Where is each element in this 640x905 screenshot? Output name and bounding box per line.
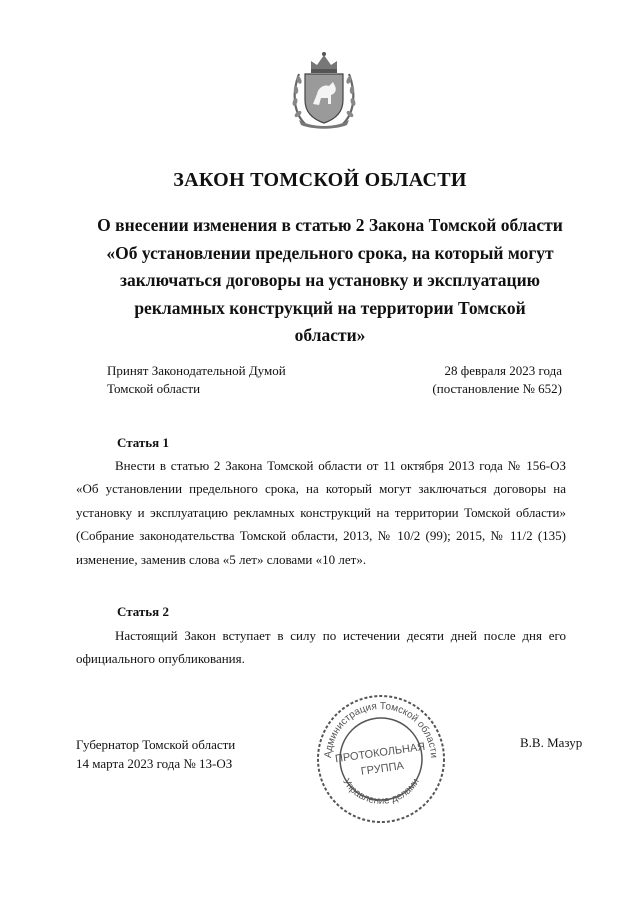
resolution-number: (постановление № 652)	[432, 381, 562, 396]
stamp-center-line-1: ПРОТОКОЛЬНАЯ	[334, 740, 426, 766]
official-stamp	[314, 692, 448, 826]
subtitle-line: О внесении изменения в статью 2 Закона Томской области	[97, 215, 563, 235]
subtitle-line: «Об установлении предельного срока, на который могут	[106, 242, 554, 263]
adoption-date: 28 февраля 2023 года	[444, 363, 562, 378]
subtitle-line: заключаться договоры на установку и эксплуатацию	[119, 270, 541, 290]
stamp-ring-bottom-text: Управление делами	[340, 776, 422, 807]
article-1-text: Внести в статью 2 Закона Томской области от 11 октября 2013 года № 156-ОЗ «Об установлении предельного срока, на который могут заключаться договоры на установку и эксплуатацию рекламных конструкций на территории Томской области» (Собрание законодательства Томской области, 2013, № 10/2 (99); 2015, № 11/2 (135) изменение, заменив слова «5 лет» словами «10 лет».	[76, 458, 566, 567]
stamp-center-line-2: ГРУППА	[360, 759, 405, 778]
signature-block	[76, 735, 235, 773]
signatory-name: В.В. Мазур	[520, 735, 583, 750]
law-title: ЗАКОН ТОМСКОЙ ОБЛАСТИ	[173, 169, 467, 191]
article-1-heading: Статья 1	[117, 435, 169, 450]
article-2-text: Настоящий Закон вступает в силу по истечении десяти дней после дня его официального опубликования.	[76, 628, 566, 667]
adopted-body-line: Принят Законодательной Думой	[107, 363, 286, 378]
adopted-body-line: Томской области	[107, 381, 201, 396]
adopted-date	[420, 362, 562, 398]
tomsk-coat-of-arms-icon	[291, 50, 357, 130]
subtitle-line: области»	[294, 325, 366, 345]
law-subtitle	[60, 212, 600, 350]
adopted-by	[107, 362, 286, 398]
stamp-ring-top-text: Администрация Томской области	[322, 700, 440, 759]
article-2-heading: Статья 2	[117, 604, 169, 619]
law-date-number: 14 марта 2023 года № 13-ОЗ	[76, 756, 233, 771]
signatory-position: Губернатор Томской области	[76, 737, 236, 752]
subtitle-line: рекламных конструкций на территории Томской	[134, 297, 526, 318]
